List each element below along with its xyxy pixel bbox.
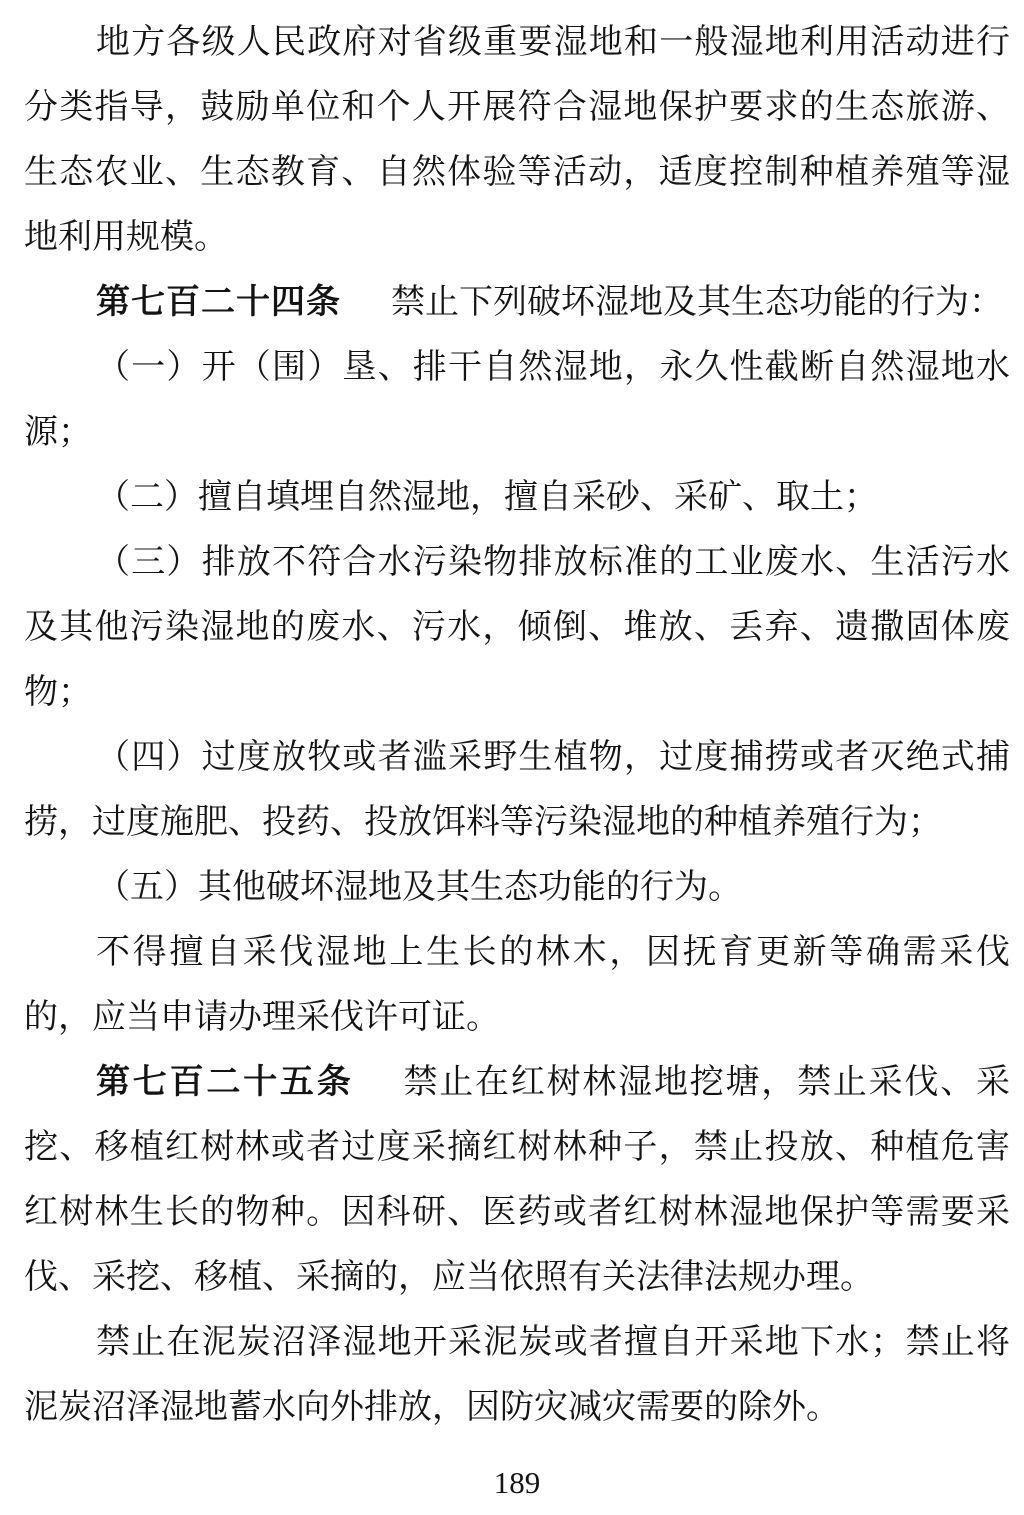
paragraph-line: 伐、采挖、移植、采摘的，应当依照有关法律法规办理。 [24, 1259, 874, 1296]
item-4-line: 捞，过度施肥、投药、投放饵料等污染湿地的种植养殖行为； [24, 804, 942, 841]
article-725-text: 禁止在红树林湿地挖塘，禁止采伐、采 [403, 1064, 1011, 1101]
item-1-line: 源； [24, 414, 92, 451]
paragraph-line: 分类指导，鼓励单位和个人开展符合湿地保护要求的生态旅游、 [24, 89, 1010, 126]
paragraph-line: 不得擅自采伐湿地上生长的林木，因抚育更新等确需采伐 [96, 934, 1010, 971]
item-2-line: （二）擅自填埋自然湿地，擅自采砂、采矿、取土； [96, 479, 878, 516]
paragraph-line: 生态农业、生态教育、自然体验等活动，适度控制种植养殖等湿 [24, 154, 1010, 191]
item-5-line: （五）其他破坏湿地及其生态功能的行为。 [96, 869, 742, 906]
paragraph-line: 红树林生长的物种。因科研、医药或者红树林湿地保护等需要采 [24, 1194, 1010, 1231]
paragraph-line: 泥炭沼泽湿地蓄水向外排放，因防灾减灾需要的除外。 [24, 1389, 840, 1426]
item-3-line: （三）排放不符合水污染物排放标准的工业废水、生活污水 [96, 544, 1010, 581]
item-3-line: 及其他污染湿地的废水、污水，倾倒、堆放、丢弃、遗撒固体废 [24, 609, 1010, 646]
article-724-line [24, 270, 1010, 335]
document-body [24, 10, 1010, 1515]
article-724-number: 第七百二十四条 [96, 283, 341, 321]
article-725-line [24, 1050, 1010, 1115]
item-3-line: 物； [24, 674, 92, 711]
article-725-number: 第七百二十五条 [96, 1063, 354, 1101]
paragraph-line: 禁止在泥炭沼泽湿地开采泥炭或者擅自开采地下水；禁止将 [96, 1324, 1010, 1361]
paragraph-line: 地方各级人民政府对省级重要湿地和一般湿地利用活动进行 [96, 24, 1010, 61]
page-number: 189 [493, 1465, 541, 1500]
paragraph-line: 挖、移植红树林或者过度采摘红树林种子，禁止投放、种植危害 [24, 1129, 1010, 1166]
item-1-line: （一）开（围）垦、排干自然湿地，永久性截断自然湿地水 [96, 349, 1010, 386]
paragraph-line: 地利用规模。 [24, 219, 228, 256]
article-724-text: 禁止下列破坏湿地及其生态功能的行为： [391, 284, 1003, 321]
paragraph-line: 的，应当申请办理采伐许可证。 [24, 999, 500, 1036]
item-4-line: （四）过度放牧或者滥采野生植物，过度捕捞或者灭绝式捕 [96, 739, 1010, 776]
